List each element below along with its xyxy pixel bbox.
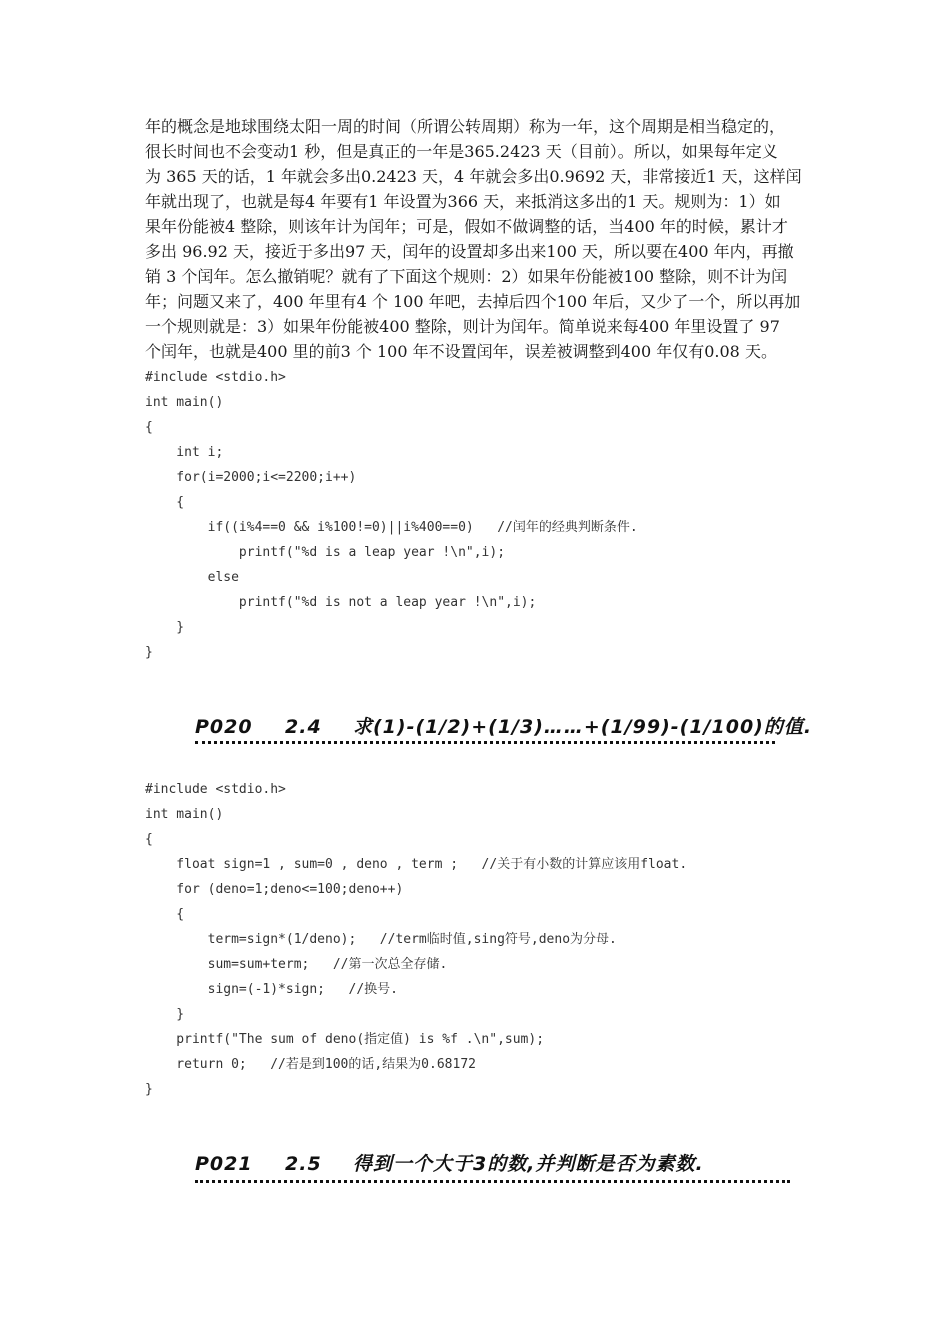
- paragraph-line: 果年份能被4 整除，则该年计为闰年；可是，假如不做调整的话，当400 年的时候，累计才: [145, 217, 788, 236]
- code-line: }: [145, 1007, 185, 1022]
- heading-underline: [195, 741, 775, 744]
- paragraph-line: 年的概念是地球围绕太阳一周的时间（所谓公转周期）称为一年，这个周期是相当稳定的，: [145, 117, 786, 136]
- section-heading-2-5: [195, 1149, 704, 1176]
- code-line: for (deno=1;deno<=100;deno++): [145, 882, 404, 897]
- code-line: else: [145, 570, 239, 585]
- code-line: }: [145, 620, 185, 635]
- paragraph-line: 多出 96.92 天，接近于多出97 天，闰年的设置却多出来100 天，所以要在400 年内，再撤: [145, 242, 794, 261]
- code-line: printf("The sum of deno(指定值) is %f .\n",sum);: [145, 1032, 545, 1047]
- code-line: {: [145, 907, 185, 922]
- code-line: }: [145, 645, 153, 660]
- paragraph-line: 年；问题又来了，400 年里有4 个 100 年吧，去掉后四个100 年后，又少了一个，所以再加: [145, 292, 801, 311]
- leap-year-explanation: [145, 114, 835, 364]
- code-line: {: [145, 495, 185, 510]
- heading-underline: [195, 1180, 790, 1183]
- section-number: P020: [195, 716, 253, 738]
- section-title: 求(1)-(1/2)+(1/3)……+(1/99)-(1/100)的值.: [353, 716, 813, 738]
- code-line: {: [145, 832, 153, 847]
- paragraph-line: 年就出现了，也就是每4 年要有1 年设置为366 天，来抵消这多出的1 天。规则为：1）如: [145, 192, 781, 211]
- code-line: {: [145, 420, 153, 435]
- section-title: 得到一个大于3的数,并判断是否为素数.: [353, 1153, 704, 1175]
- paragraph-line: 一个规则就是：3）如果年份能被400 整除，则计为闰年。简单说来每400 年里设置了 97: [145, 317, 780, 336]
- code-line: #include <stdio.h>: [145, 782, 286, 797]
- code-line: sum=sum+term; //第一次总全存储.: [145, 957, 448, 972]
- section-index: 2.5: [285, 1153, 322, 1175]
- code-line: for(i=2000;i<=2200;i++): [145, 470, 357, 485]
- code-line: if((i%4==0 && i%100!=0)||i%400==0) //闰年的经典判断条件.: [145, 520, 638, 535]
- section-number: P021: [195, 1153, 253, 1175]
- section-heading-2-4: [195, 712, 812, 739]
- paragraph-line: 很长时间也不会变动1 秒，但是真正的一年是365.2423 天（目前）。所以，如果每年定义: [145, 142, 778, 161]
- paragraph-line: 销 3 个闰年。怎么撤销呢？就有了下面这个规则：2）如果年份能被100 整除，则不计为闰: [145, 267, 788, 286]
- code-line: }: [145, 1082, 153, 1097]
- code-line: return 0; //若是到100的话,结果为0.68172: [145, 1057, 476, 1072]
- code-line: int main(): [145, 807, 224, 822]
- code-block-series-sum: [145, 777, 845, 1102]
- code-line: term=sign*(1/deno); //term临时值,sing符号,deno为分母.: [145, 932, 617, 947]
- code-line: printf("%d is a leap year !\n",i);: [145, 545, 506, 560]
- paragraph-line: 个闰年，也就是400 里的前3 个 100 年不设置闰年，误差被调整到400 年仅有0.08 天。: [145, 342, 777, 361]
- code-block-leap-year: [145, 365, 845, 665]
- code-line: sign=(-1)*sign; //换号.: [145, 982, 398, 997]
- code-line: int main(): [145, 395, 224, 410]
- code-line: int i;: [145, 445, 224, 460]
- code-line: float sign=1 , sum=0 , deno , term ; //关于有小数的计算应该用float.: [145, 857, 688, 872]
- section-index: 2.4: [285, 716, 322, 738]
- code-line: printf("%d is not a leap year !\n",i);: [145, 595, 537, 610]
- code-line: #include <stdio.h>: [145, 370, 286, 385]
- paragraph-line: 为 365 天的话，1 年就会多出0.2423 天，4 年就会多出0.9692 天，非常接近1 天，这样闰: [145, 167, 802, 186]
